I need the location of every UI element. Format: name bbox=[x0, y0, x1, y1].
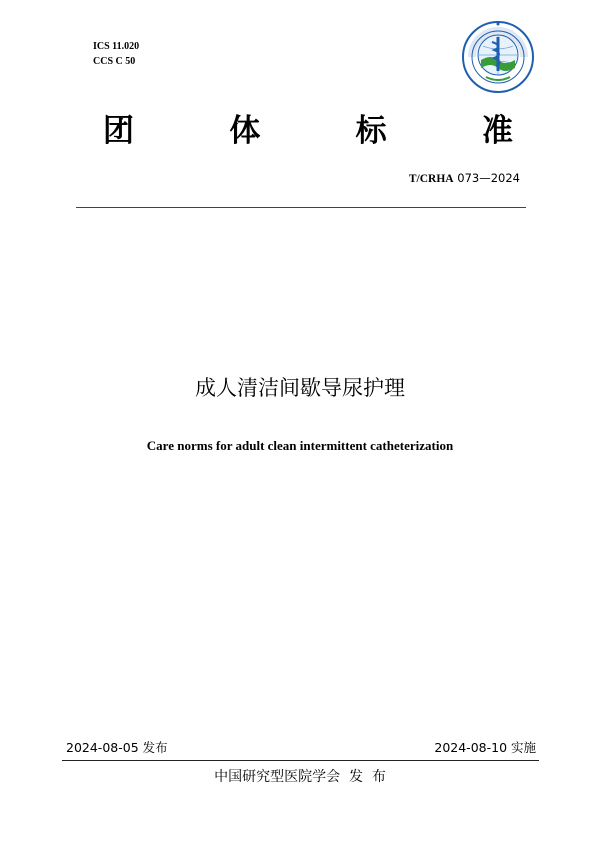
standard-number-value: 073—2024 bbox=[453, 171, 520, 185]
document-type-heading bbox=[103, 112, 513, 150]
standard-number bbox=[409, 170, 520, 187]
ccs-code: CCS C 50 bbox=[93, 56, 136, 67]
document-type-char: 准 bbox=[481, 113, 513, 149]
ics-code: ICS 11.020 bbox=[93, 41, 140, 52]
implement-date: 2024-08-10 实施 bbox=[434, 740, 536, 755]
header-divider bbox=[76, 207, 526, 208]
publish-date: 2024-08-05 发布 bbox=[66, 740, 168, 755]
standard-number-prefix: T/CRHA bbox=[408, 173, 454, 185]
document-type-char: 体 bbox=[229, 113, 261, 149]
chinese-title: 成人清洁间歇导尿护理 bbox=[195, 376, 405, 400]
publisher: 中国研究型医院学会 发 布 bbox=[214, 769, 386, 785]
footer-divider bbox=[62, 760, 539, 761]
crha-logo bbox=[461, 20, 535, 94]
english-title: Care norms for adult clean intermittent catheterization bbox=[146, 438, 454, 453]
crha-emblem-icon bbox=[461, 20, 535, 94]
document-type-char: 标 bbox=[355, 113, 387, 149]
document-type-char: 团 bbox=[103, 113, 134, 149]
